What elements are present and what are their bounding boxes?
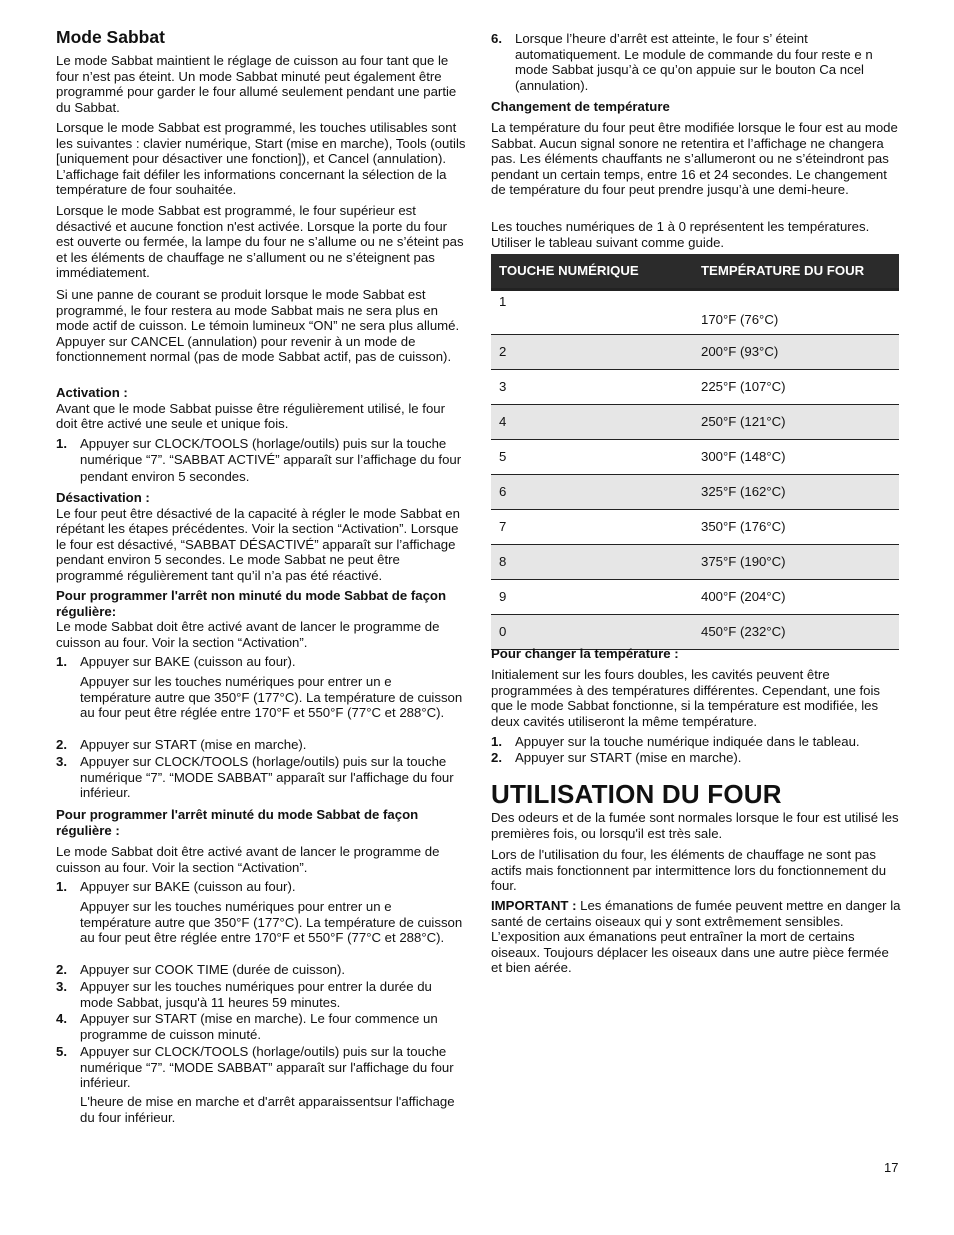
step-text: Lorsque l’heure d’arrêt est atteinte, le four s’ éteint automatiquement. Le module de commande du four reste e n mode Sabbat jusqu’à ce qu’on appuie sur le bouton Ca ncel (annulation). xyxy=(515,31,873,93)
table-cell: 300°F (148°C) xyxy=(693,440,899,475)
table-cell: 9 xyxy=(491,580,693,615)
page-number: 17 xyxy=(884,1160,899,1175)
timed-text: Le mode Sabbat doit être activé avant de lancer le programme de cuisson au four. Voir la section “Activation”. xyxy=(56,844,440,875)
step-text: Appuyer sur les touches numériques pour entrer un e température autre que 350°F (177°C). La température de cuisson au four peut être réglée entre 170°F et 550°F (77°C et 288°C). xyxy=(80,674,463,721)
step-text: Appuyer sur BAKE (cuisson au four). xyxy=(80,879,296,894)
table-header-key: TOUCHE NUMÉRIQUE xyxy=(491,254,693,290)
deactivation-heading: Désactivation : xyxy=(56,490,150,505)
step-number: 2. xyxy=(56,962,67,977)
step-number: 2. xyxy=(56,737,67,752)
activation-section xyxy=(56,385,466,432)
step-number: 2. xyxy=(491,750,502,765)
step-text: Appuyer sur les touches numériques pour entrer un e température autre que 350°F (177°C). La température de cuisson au four peut être réglée entre 170°F et 550°F (77°C et 288°C). xyxy=(80,899,463,946)
table-row xyxy=(491,615,899,650)
step-number: 1. xyxy=(56,654,67,669)
step-number: 1. xyxy=(56,436,67,451)
table-cell: 250°F (121°C) xyxy=(693,405,899,440)
activation-step xyxy=(56,436,466,485)
table-cell: 400°F (204°C) xyxy=(693,580,899,615)
section-title-utilisation: UTILISATION DU FOUR xyxy=(491,779,782,809)
step-text: Appuyer sur START (mise en marche). xyxy=(80,737,307,752)
table-cell: 7 xyxy=(491,510,693,545)
activation-text: Avant que le mode Sabbat puisse être régulièrement utilisé, le four doit être activé une seule et unique fois. xyxy=(56,400,446,432)
deactivation-section xyxy=(56,490,466,584)
table-cell: 450°F (232°C) xyxy=(693,615,899,650)
table-row xyxy=(491,290,899,335)
step-text: Appuyer sur BAKE (cuisson au four). xyxy=(80,654,296,669)
table-cell: 2 xyxy=(491,335,693,370)
table-row xyxy=(491,335,899,370)
table-cell: 6 xyxy=(491,475,693,510)
table-cell: 3 xyxy=(491,370,693,405)
table-row xyxy=(491,580,899,615)
table-row xyxy=(491,370,899,405)
important-text: Les émanations de fumée peuvent mettre en danger la santé de certains oiseaux qui y sont extrêmement sensibles. L’exposition aux émanations peut entraîner la mort de certains oiseaux. Toujours déplacer les oiseaux dans une autre pièce fermée et bien aérée. xyxy=(491,898,901,976)
table-row xyxy=(491,510,899,545)
table-cell: 5 xyxy=(491,440,693,475)
table-cell: 200°F (93°C) xyxy=(693,335,899,370)
temp-change-heading: Changement de température xyxy=(491,99,670,114)
step-number: 3. xyxy=(56,979,67,994)
untimed-heading: Pour programmer l'arrêt non minuté du mode Sabbat de façon régulière: xyxy=(56,588,447,619)
table-row xyxy=(491,440,899,475)
list-item xyxy=(491,734,901,750)
paragraph-intro: Le mode Sabbat maintient le réglage de cuisson au four tant que le four n’est pas éteint. Un mode Sabbat minuté peut également être programmé pour garder le four allumé seulement pendant une partie du Sabbat. xyxy=(56,53,457,115)
paragraph-keys: Lorsque le mode Sabbat est programmé, les touches utilisables sont les suivantes : clavier numérique, Start (mise en marche), Tools (outils [uniquement pour désactiver une fonction]), et Cancel (annulation). L’affichage fait défiler les informations concernant la sélection de la température de four souhaitée. xyxy=(56,120,466,198)
table-cell: 8 xyxy=(491,545,693,580)
use-paragraph-1: Des odeurs et de la fumée sont normales lorsque le four est utilisé les premières fois, ou lorsqu'il est très sale. xyxy=(491,810,899,841)
table-intro: Les touches numériques de 1 à 0 représentent les températures. Utiliser le tableau suivant comme guide. xyxy=(491,219,870,250)
table-cell: 325°F (162°C) xyxy=(693,475,899,510)
list-item xyxy=(56,1094,466,1125)
table-row xyxy=(491,545,899,580)
temperature-table xyxy=(491,254,899,650)
use-paragraph-2: Lors de l'utilisation du four, les éléments de chauffage ne sont pas actifs mais fonctionnent par intermittence lors du fonctionnement du four. xyxy=(491,847,887,894)
step-number: 4. xyxy=(56,1011,67,1026)
table-cell: 1 xyxy=(491,290,693,335)
table-row xyxy=(491,405,899,440)
step-number: 3. xyxy=(56,754,67,769)
important-notice xyxy=(491,898,901,976)
table-cell: 0 xyxy=(491,615,693,650)
list-item xyxy=(56,737,466,753)
paragraph-upper-oven: Lorsque le mode Sabbat est programmé, le four supérieur est désactivé et aucune fonction n'est activée. Lorsque la porte du four est ouverte ou fermée, la lampe du four ne s’allume ou ne s’éteint pas et les éléments de chauffage ne s’allument ou ne s’éteignent pas immédiatement. xyxy=(56,203,464,281)
list-item xyxy=(56,674,466,721)
step-number: 1. xyxy=(56,879,67,894)
step-text: Appuyer sur la touche numérique indiquée dans le tableau. xyxy=(515,734,860,749)
list-item xyxy=(56,1044,466,1091)
list-item xyxy=(56,754,466,801)
step-number: 5. xyxy=(56,1044,67,1059)
change-heading: Pour changer la température : xyxy=(491,646,679,661)
list-item xyxy=(56,879,466,895)
deactivation-text: Le four peut être désactivé de la capacité à régler le mode Sabbat en répétant les étapes précédentes. Voir la section “Activation”. Lorsque le four est désactivé, “SABBAT DÉSACTIVÉ” apparaît sur l’affichage pendant environ 5 secondes. Le mode Sabbat ne peut être programmé régulièrement tant qu’il n’a pas été réactivé. xyxy=(56,505,460,583)
section-title-mode-sabbat: Mode Sabbat xyxy=(56,27,165,47)
untimed-text: Le mode Sabbat doit être activé avant de lancer le programme de cuisson au four. Voir la section “Activation”. xyxy=(56,619,440,650)
important-label: IMPORTANT : xyxy=(491,898,577,913)
step-text: Appuyer sur CLOCK/TOOLS (horlage/outils) puis sur la touche numérique “7”. “SABBAT ACTIVÉ” apparaît sur l’affichage du four pendant environ 5 secondes. xyxy=(80,436,462,484)
step-text: Appuyer sur les touches numériques pour entrer la durée du mode Sabbat, jusqu'à 11 heures 59 minutes. xyxy=(80,979,432,1010)
paragraph-power-failure: Si une panne de courant se produit lorsque le mode Sabbat est programmé, le four restera au mode Sabbat mais ne sera plus en mode actif de cuisson. Le témoin lumineux “ON” ne sera plus allumé. Appuyer sur CANCEL (annulation) pour revenir à un mode de fonctionnement normal (pas de mode Sabbat actif, pas de cuisson). xyxy=(56,287,460,365)
activation-heading: Activation : xyxy=(56,385,128,400)
step-number: 1. xyxy=(491,734,502,749)
step-text: L'heure de mise en marche et d'arrêt apparaissentsur l'affichage du four inférieur. xyxy=(80,1094,455,1125)
step-text: Appuyer sur COOK TIME (durée de cuisson). xyxy=(80,962,346,977)
list-item xyxy=(56,1011,466,1042)
list-item xyxy=(491,750,901,766)
table-cell: 4 xyxy=(491,405,693,440)
table-cell: 170°F (76°C) xyxy=(693,290,899,335)
list-item xyxy=(56,899,466,946)
list-item xyxy=(56,979,466,1010)
table-row xyxy=(491,475,899,510)
step-text: Appuyer sur START (mise en marche). Le four commence un programme de cuisson minuté. xyxy=(80,1011,438,1042)
table-cell: 375°F (190°C) xyxy=(693,545,899,580)
table-header-temperature: TEMPÉRATURE DU FOUR xyxy=(693,254,899,290)
untimed-section xyxy=(56,588,466,650)
step-text: Appuyer sur CLOCK/TOOLS (horlage/outils) puis sur la touche numérique “7”. “MODE SABBAT” apparaît sur l'affichage du four inférieur. xyxy=(80,1044,454,1091)
step-number: 6. xyxy=(491,31,502,46)
table-cell: 225°F (107°C) xyxy=(693,370,899,405)
temp-change-text: La température du four peut être modifiée lorsque le four est au mode Sabbat. Aucun signal sonore ne retentira et l’affichage ne changera pas. Les éléments chauffants ne s’allumeront ou ne s’éteindront pas pendant un certain temps, entre 16 et 24 secondes. Le changement de température du four peut prendre jusqu’à une demi-heure. xyxy=(491,120,898,198)
list-item xyxy=(491,31,901,93)
list-item xyxy=(56,654,466,670)
step-text: Appuyer sur CLOCK/TOOLS (horlage/outils) puis sur la touche numérique “7”. “MODE SABBAT” apparaît sur l'affichage du four inférieur. xyxy=(80,754,454,801)
timed-heading: Pour programmer l'arrêt minuté du mode Sabbat de façon régulière : xyxy=(56,807,419,838)
step-text: Appuyer sur START (mise en marche). xyxy=(515,750,742,765)
list-item xyxy=(56,962,466,978)
change-text: Initialement sur les fours doubles, les cavités peuvent être programmées à des températures différentes. Cependant, une fois que le mode Sabbat fonctionne, si la température est modifiée, les deux cavités utiliseront la même température. xyxy=(491,667,881,729)
table-cell: 350°F (176°C) xyxy=(693,510,899,545)
